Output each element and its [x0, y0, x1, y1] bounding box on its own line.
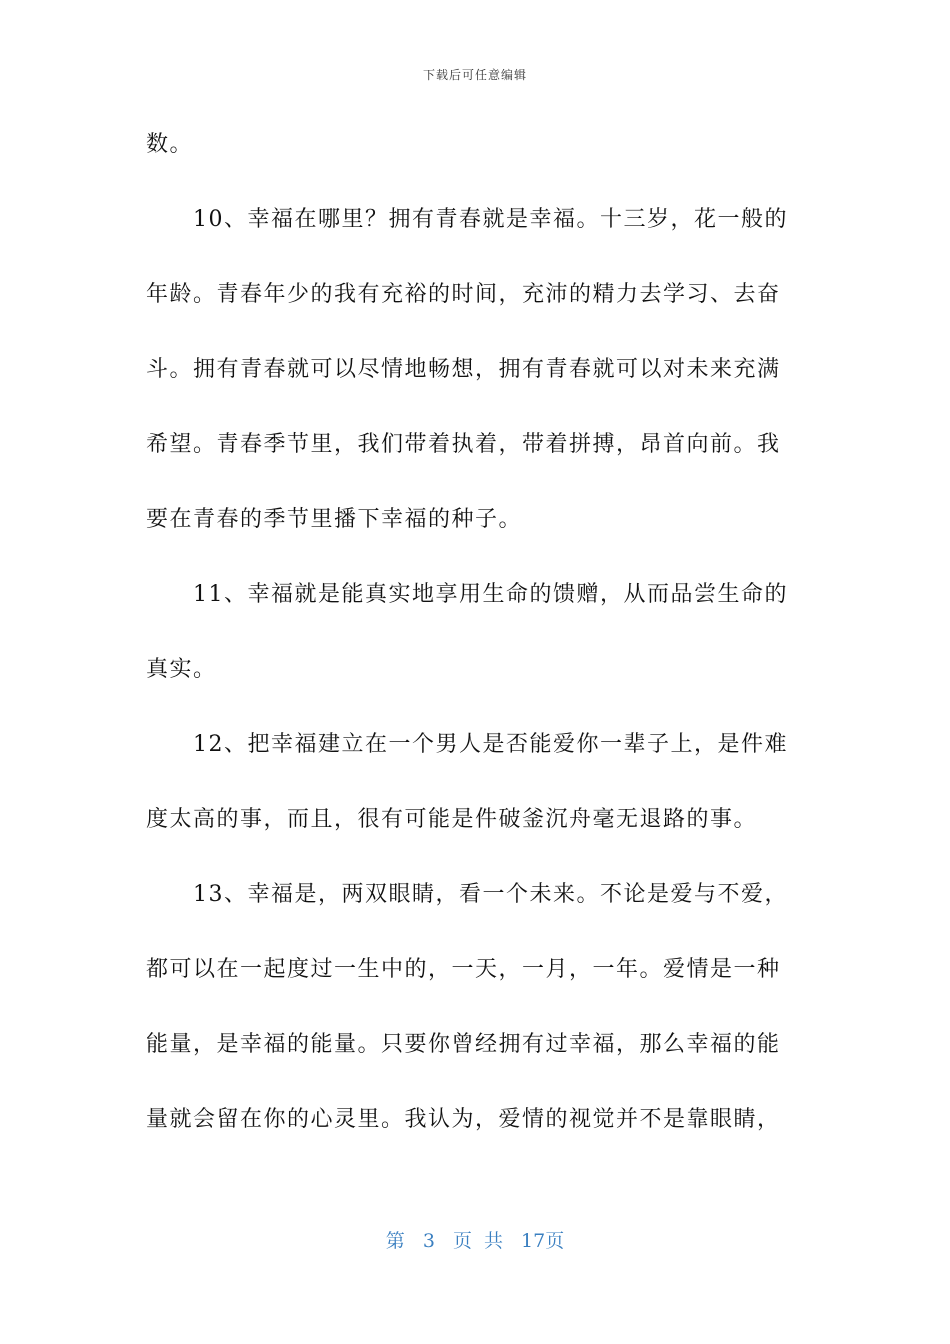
footer-prefix: 第 — [385, 1230, 405, 1252]
text-line: 数。 — [146, 132, 194, 157]
text-line: 量就会留在你的心灵里。我认为，爱情的视觉并不是靠眼睛， — [146, 1107, 781, 1132]
text-line: 度太高的事，而且，很有可能是件破釜沉舟毫无退路的事。 — [146, 807, 758, 832]
text-line: 12、把幸福建立在一个男人是否能爱你一辈子上，是件难 — [146, 732, 788, 757]
total-pages: 17页 — [521, 1230, 565, 1252]
current-page-number: 3 — [422, 1230, 435, 1252]
text-line: 希望。青春季节里，我们带着执着，带着拼搏，昂首向前。我 — [146, 432, 781, 457]
text-line: 要在青春的季节里播下幸福的种子。 — [146, 507, 523, 532]
text-line: 斗。拥有青春就可以尽情地畅想，拥有青春就可以对未来充满 — [146, 357, 781, 382]
text-line: 11、幸福就是能真实地享用生命的馈赠，从而品尝生命的 — [146, 582, 788, 607]
text-line: 能量，是幸福的能量。只要你曾经拥有过幸福，那么幸福的能 — [146, 1032, 781, 1057]
text-line: 10、幸福在哪里？拥有青春就是幸福。十三岁，花一般的 — [146, 207, 788, 232]
header-note: 下载后可任意编辑 — [422, 68, 527, 82]
footer-middle: 页 共 — [452, 1230, 503, 1252]
text-line: 年龄。青春年少的我有充裕的时间，充沛的精力去学习、去奋 — [146, 282, 781, 307]
page-number-footer — [0, 1226, 950, 1253]
text-line: 真实。 — [146, 657, 217, 682]
text-line: 都可以在一起度过一生中的，一天，一月，一年。爱情是一种 — [146, 957, 781, 982]
text-line: 13、幸福是，两双眼睛，看一个未来。不论是爱与不爱， — [146, 882, 788, 907]
